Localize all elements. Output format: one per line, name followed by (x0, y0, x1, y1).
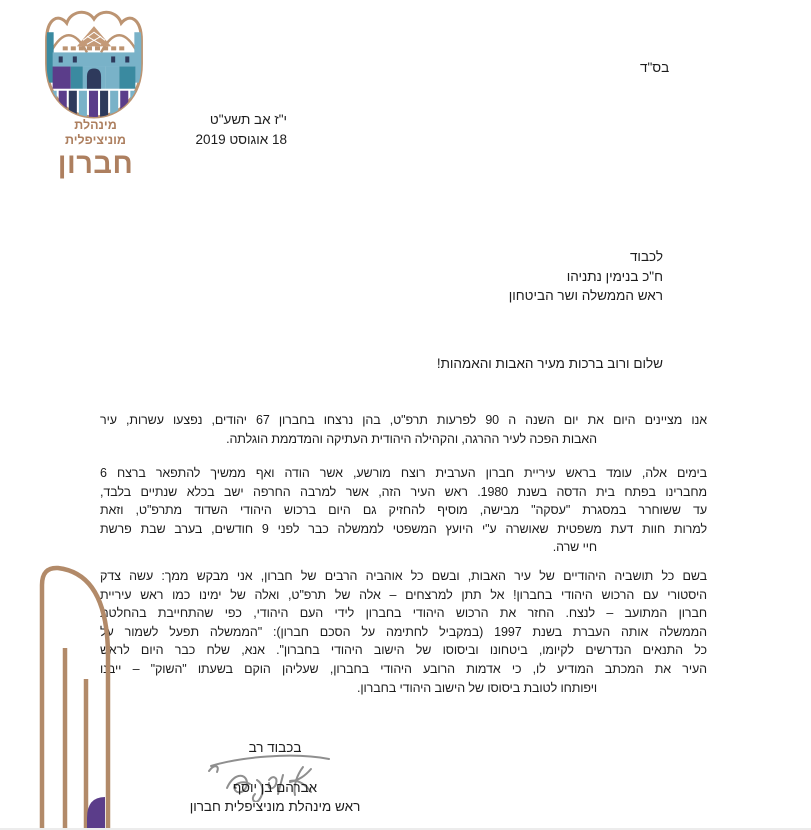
paragraph-line: אנו מציינים היום את יום השנה ה 90 לפרעות תרפ"ט, בהן נרצחו בחברון 67 יהודים, נפצעו עשרות, עיר (100, 413, 708, 427)
recipient-salutation: לכבוד (629, 249, 663, 264)
body-paragraph-1 (100, 411, 707, 448)
paragraph-line: בימים אלה, עומד בראש עיריית חברון הערבית רוצח מורשע, אשר הודה ואף ממשיך להתפאר ברצח 6 (100, 466, 707, 480)
greeting-line: שלום ורוב ברכות מעיר האבות והאמהות! (436, 356, 663, 371)
paragraph-line: חברון המתועב – לנצח. החזר את הרכוש היהודי בחברון לידי העם היהודי, כפי שהתחייבת בהחלטת (100, 606, 707, 621)
date-block (196, 110, 287, 150)
arch-decoration-icon (30, 560, 120, 830)
paragraph-line: ויפותחו לטובת ביסוסו של הישוב היהודי בחברון. (356, 680, 597, 695)
paragraph-line: למרות חוות דעת משפטית שאושרה ע"י היועץ המשפטי לממשלה כבר לפני 9 חודשים, בערב שבת פרשת (100, 521, 708, 536)
bsd-mark: בס"ד (640, 60, 670, 75)
paragraph-line: מחברינו בפתח בית הדסה בשנת 1980. ראש העיר הזה, אשר למרבה החרפה ישב בכלא שנתיים בלבד, (100, 484, 707, 499)
paragraph-line: בשם כל תושביה היהודיים של עיר האבות, ובשם כל אוהביה הרבים של חברון, אני מבקש ממך: עשה צדק (100, 569, 707, 583)
paragraph-line: העיר את המכתב המודיע לו, כי אדמות הרובע היהודי בחברון, שעליהן הוקם בשעתו "השוק" – ייבנו (100, 661, 707, 676)
paragraph-line: היסטורי עם הרכוש היהודי בחברון! אל תתן למרצחים – אלה של תרפ"ט, ואלה של ימינו כמו ראש עיריית (100, 587, 707, 602)
hebron-emblem-icon (36, 6, 152, 120)
logo-wordmark-line1: מינהלת (74, 118, 117, 132)
body-paragraph-2 (100, 464, 707, 557)
paragraph-line: חיי שרה. (552, 540, 597, 555)
recipient-role: ראש הממשלה ושר הביטחון (508, 288, 663, 303)
logo-wordmark-line2: מוניציפלית (65, 132, 126, 147)
paragraph-line: כל התנאים הנדרשים לקיומו, ביטחונו וביסוסו של הישוב היהודי בחברון". אנא, שלח כבר היום לראש (100, 643, 707, 658)
recipient-block (509, 247, 663, 306)
body-paragraph-3 (100, 567, 707, 697)
signer-name: אברהם בן יוסף (232, 780, 318, 795)
logo-wordmark-line3: חברון (57, 148, 134, 180)
paragraph-line: האבות הפכה לעיר ההרגה, והקהילה היהודית העתיקה והמדממת הוגלתה. (226, 431, 597, 446)
closing-line: בכבוד רב (248, 740, 302, 755)
paragraph-line: עד ששוחרר במסגרת "עסקה" מבישה, מוסיף להחזיק גם היום ברכוש היהודי השדוד מתרפ"ט, וזאת (100, 503, 707, 518)
logo-wordmark (28, 118, 163, 181)
signer-title: ראש מינהלת מוניציפלית חברון (189, 799, 361, 814)
recipient-name: ח"כ בנימין נתניהו (566, 268, 663, 284)
date-gregorian: 18 אוגוסט 2019 (195, 132, 287, 147)
paragraph-line: הממשלה אותה העברת בשנת 1997 (במקביל לחתימה על הסכם חברון): "הממשלה תפעל לשמור על (100, 624, 707, 639)
date-hebrew: י"ז אב תשע"ט (209, 112, 287, 127)
